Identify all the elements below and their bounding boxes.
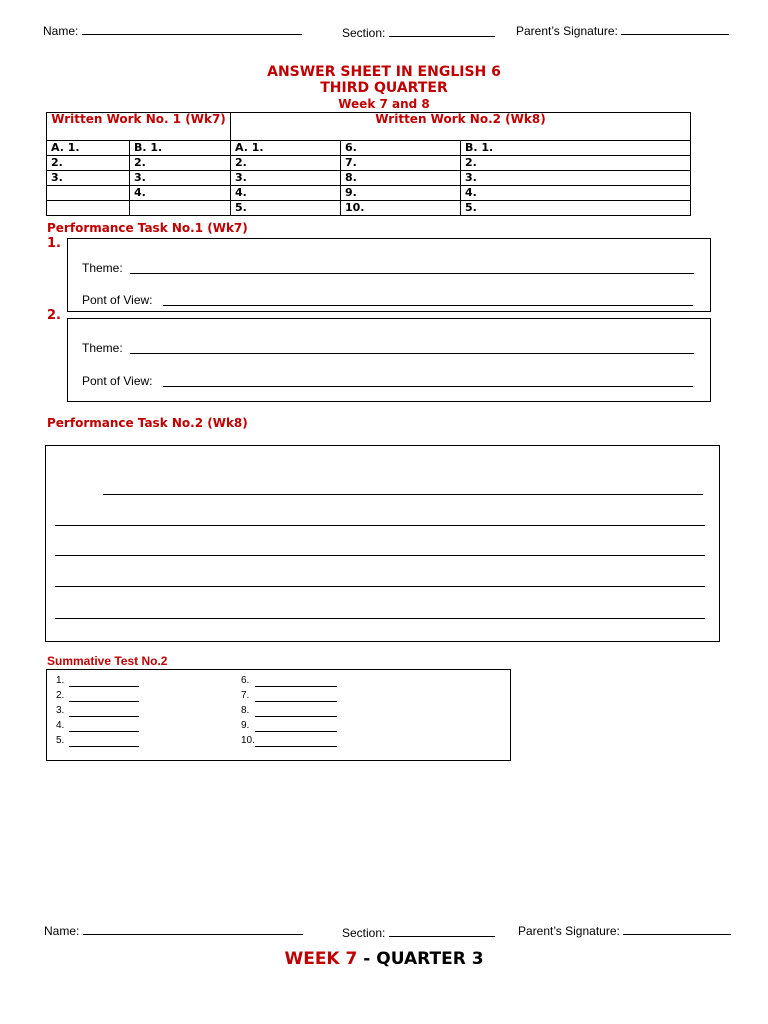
summative-answer-line[interactable] [69, 701, 139, 702]
summative-box [46, 669, 511, 761]
table-cell[interactable]: A. 1. [231, 141, 341, 156]
table-row [47, 141, 691, 156]
pt1-item1-box [67, 238, 711, 312]
theme-label: Theme: [82, 341, 123, 355]
table-cell[interactable] [47, 201, 130, 216]
footer-parent-signature-label: Parent’s Signature: [518, 924, 620, 938]
table-cell[interactable]: 4. [130, 186, 231, 201]
pt1-item2-number: 2. [47, 308, 61, 323]
table-cell[interactable]: 9. [341, 186, 461, 201]
page-subtitle: THIRD QUARTER [320, 80, 448, 96]
name-field[interactable] [43, 24, 302, 38]
pt1-item1-number: 1. [47, 236, 61, 251]
theme-answer-line[interactable] [130, 353, 694, 354]
summative-answer-line[interactable] [69, 746, 139, 747]
summative-item-number: 5. [56, 735, 65, 746]
footer-name-field[interactable] [44, 924, 303, 938]
pt2-writing-box [45, 445, 720, 642]
table-row [47, 186, 691, 201]
footer-separator: - [363, 949, 371, 969]
parent-signature-blank[interactable] [621, 24, 729, 35]
summative-answer-line[interactable] [255, 716, 337, 717]
writing-line[interactable] [55, 618, 705, 619]
table-cell[interactable]: 10. [341, 201, 461, 216]
table-cell[interactable]: 8. [341, 171, 461, 186]
summative-answer-line[interactable] [255, 701, 337, 702]
pt1-heading: Performance Task No.1 (Wk7) [47, 221, 248, 235]
summative-item-number: 8. [241, 705, 250, 716]
footer-section-field[interactable] [342, 926, 495, 940]
summative-item-number: 9. [241, 720, 250, 731]
section-blank[interactable] [389, 26, 495, 37]
parent-signature-field[interactable] [516, 24, 729, 38]
summative-answer-line[interactable] [255, 686, 337, 687]
footer-name-label: Name: [44, 924, 80, 938]
writing-line[interactable] [55, 555, 705, 556]
page-title: ANSWER SHEET IN ENGLISH 6 [267, 64, 501, 80]
summative-answer-line[interactable] [255, 746, 337, 747]
table-cell[interactable]: 4. [461, 186, 691, 201]
summative-item-number: 1. [56, 675, 65, 686]
week-label: WEEK 7 [284, 949, 358, 969]
table-cell[interactable]: 3. [47, 171, 130, 186]
pt2-heading: Performance Task No.2 (Wk8) [47, 416, 248, 430]
footer-name-blank[interactable] [83, 924, 303, 935]
summative-item-number: 10. [241, 735, 255, 746]
section-field[interactable] [342, 26, 495, 40]
summative-item-number: 3. [56, 705, 65, 716]
table-cell[interactable]: 3. [130, 171, 231, 186]
pt1-item2-box [67, 318, 711, 402]
summative-item-number: 2. [56, 690, 65, 701]
summative-item-number: 4. [56, 720, 65, 731]
table-cell[interactable]: 2. [130, 156, 231, 171]
table-row [47, 201, 691, 216]
summative-heading: Summative Test No.2 [47, 654, 168, 668]
footer-section-label: Section: [342, 926, 386, 940]
table-cell[interactable]: 3. [461, 171, 691, 186]
table-row [47, 156, 691, 171]
writing-line[interactable] [103, 494, 703, 495]
week-quarter-footer [0, 949, 768, 969]
summative-answer-line[interactable] [69, 686, 139, 687]
summative-answer-line[interactable] [69, 731, 139, 732]
summative-answer-line[interactable] [69, 716, 139, 717]
writing-line[interactable] [55, 525, 705, 526]
table-cell[interactable]: 6. [341, 141, 461, 156]
footer-parent-signature-field[interactable] [518, 924, 731, 938]
summative-item-number: 6. [241, 675, 250, 686]
pov-label: Pont of View: [82, 374, 153, 388]
table-cell[interactable]: 5. [461, 201, 691, 216]
parent-signature-label: Parent’s Signature: [516, 24, 618, 38]
ww2-heading: Written Work No.2 (Wk8) [231, 113, 691, 141]
pov-answer-line[interactable] [163, 305, 693, 306]
writing-line[interactable] [55, 586, 705, 587]
table-cell[interactable]: 7. [341, 156, 461, 171]
footer-parent-signature-blank[interactable] [623, 924, 731, 935]
name-label: Name: [43, 24, 79, 38]
table-cell[interactable]: 2. [231, 156, 341, 171]
table-cell[interactable]: 2. [47, 156, 130, 171]
quarter-label: QUARTER 3 [376, 949, 484, 969]
table-cell[interactable]: A. 1. [47, 141, 130, 156]
week-range: Week 7 and 8 [338, 97, 430, 111]
name-blank[interactable] [82, 24, 302, 35]
table-cell[interactable]: 2. [461, 156, 691, 171]
pov-label: Pont of View: [82, 293, 153, 307]
table-cell[interactable]: 4. [231, 186, 341, 201]
theme-label: Theme: [82, 261, 123, 275]
table-cell[interactable]: 5. [231, 201, 341, 216]
pov-answer-line[interactable] [163, 386, 693, 387]
table-cell[interactable]: B. 1. [461, 141, 691, 156]
table-row [47, 171, 691, 186]
ww1-heading: Written Work No. 1 (Wk7) [47, 113, 231, 141]
theme-answer-line[interactable] [130, 273, 694, 274]
summative-answer-line[interactable] [255, 731, 337, 732]
table-cell[interactable] [130, 201, 231, 216]
section-label: Section: [342, 26, 386, 40]
summative-item-number: 7. [241, 690, 250, 701]
footer-section-blank[interactable] [389, 926, 495, 937]
written-work-table [46, 112, 691, 216]
table-cell[interactable]: 3. [231, 171, 341, 186]
table-cell[interactable] [47, 186, 130, 201]
table-cell[interactable]: B. 1. [130, 141, 231, 156]
